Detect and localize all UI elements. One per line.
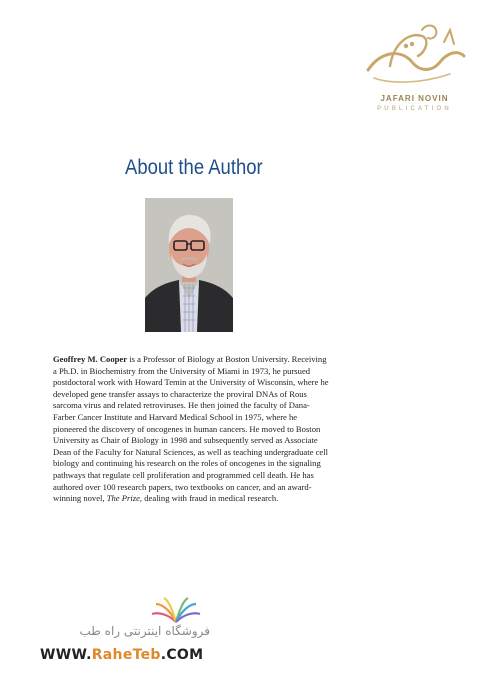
portrait-photo-icon xyxy=(145,198,233,332)
url-prefix: WWW. xyxy=(40,647,92,663)
novel-title: The Prize xyxy=(106,493,140,504)
bio-text-part2: , dealing with fraud in medical research. xyxy=(139,493,279,504)
url-brand: RaheTeb xyxy=(91,647,161,663)
page-title: About the Author xyxy=(125,156,263,179)
author-name: Geoffrey M. Cooper xyxy=(53,354,128,364)
publisher-subtitle: PUBLICATION xyxy=(377,106,452,112)
publisher-logo xyxy=(352,22,477,122)
bio-text-part1: is a Professor of Biology at Boston University. Receiving a Ph.D. in Biochemistry from the University of Miami in 1973, he pursued postdoctoral work with Howard Temin at the University of Wisconsin, where he developed gene transfer assays to characterize the proviral DNAs of Rous sarcoma virus and related retroviruses. He then joined the faculty of Dana-Farber Cancer Institute and Harvard Medical School in 1975, where he pioneered the discovery of oncogenes in human cancers. He moved to Boston University as Chair of Biology in 1998 and subsequently served as Associate Dean of the Faculty for Natural Sciences, as well as teaching undergraduate cell biology and continuing his research on the roles of oncogenes in the signaling pathways that regulate cell proliferation and programmed cell death. He has authored over 100 research papers, two textbooks on cancer, and an award-winning novel, xyxy=(53,354,329,504)
author-photo xyxy=(145,198,233,332)
calligraphy-emblem-icon xyxy=(360,22,470,92)
store-name: فروشگاه اینترنتی راه طب xyxy=(79,624,210,638)
publisher-name: JAFARI NOVIN xyxy=(380,94,449,103)
url-suffix: .COM xyxy=(160,647,204,663)
author-bio xyxy=(53,354,329,505)
store-url[interactable] xyxy=(40,647,203,663)
